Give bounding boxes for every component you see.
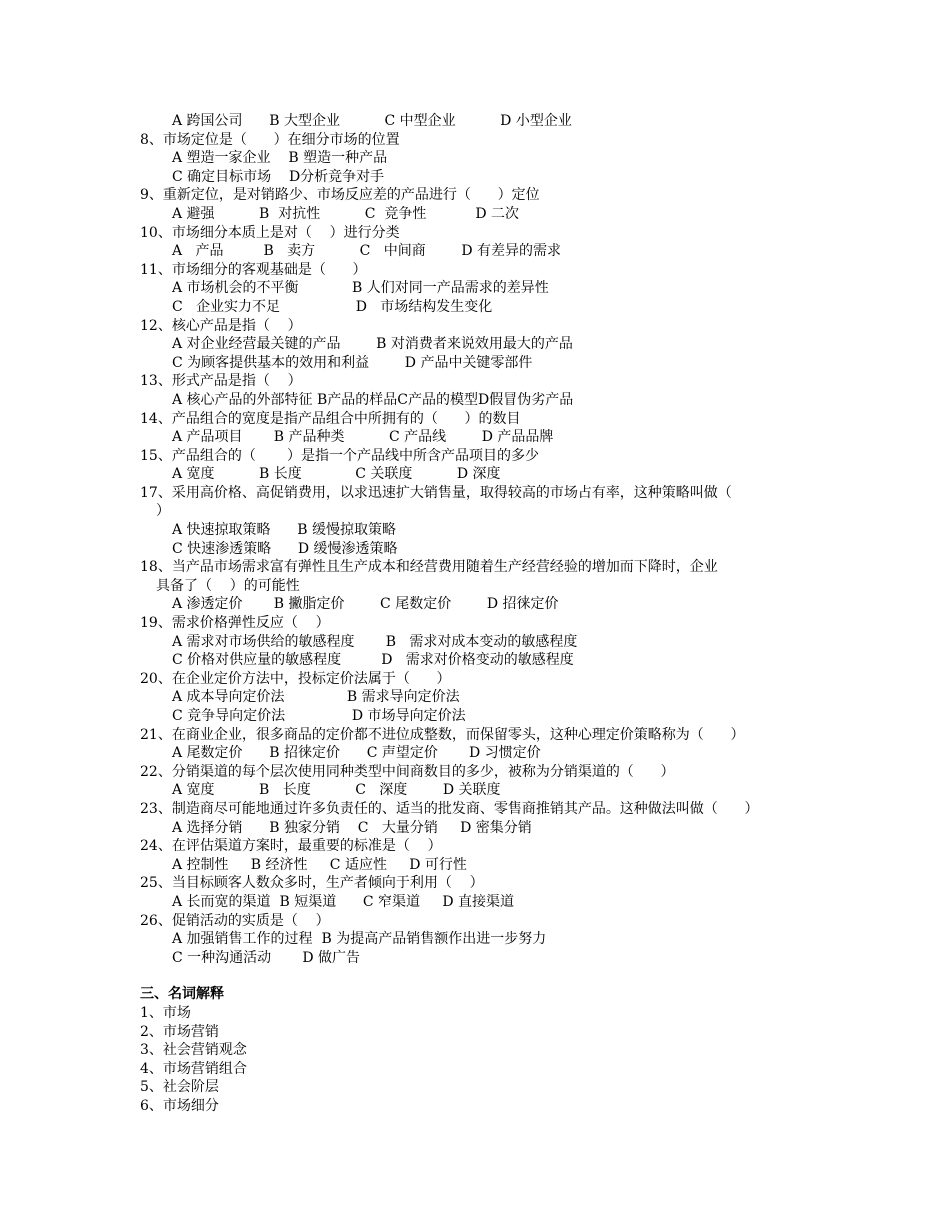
question-options: A 跨国公司 B 大型企业 C 中型企业 D 小型企业 bbox=[172, 113, 572, 129]
question-item bbox=[0, 800, 950, 837]
question-options: A 宽度 B 长度 C 深度 D 关联度 bbox=[172, 782, 501, 799]
question-options: C 价格对供应量的敏感程度 D 需求对价格变动的敏感程度 bbox=[172, 652, 574, 669]
question-item bbox=[0, 763, 950, 800]
question-options: A 选择分销 B 独家分销 C 大量分销 D 密集分销 bbox=[172, 819, 532, 836]
question-stem: 21、在商业企业，很多商品的定价都不进位成整数，而保留零头，这种心理定价策略称为（ ） bbox=[140, 726, 745, 743]
question-options: A 需求对市场供给的敏感程度 B 需求对成本变动的敏感程度 bbox=[172, 633, 578, 650]
question-item bbox=[0, 224, 950, 261]
question-stem: 12、核心产品是指（ ） bbox=[140, 317, 302, 334]
term-item: 6、市场细分 bbox=[140, 1097, 219, 1114]
question-item bbox=[0, 837, 950, 874]
question-stem-continued: 具备了（ ）的可能性 bbox=[156, 577, 300, 594]
section-heading: 三、名词解释 bbox=[140, 986, 224, 1003]
question-item bbox=[0, 317, 950, 373]
question-stem: 25、当目标顾客人数众多时，生产者倾向于利用（ ） bbox=[140, 875, 484, 892]
question-stem: 18、当产品市场需求富有弹性且生产成本和经营费用随着生产经营经验的增加而下降时，企业 bbox=[140, 559, 718, 576]
question-options: A 宽度 B 长度 C 关联度 D 深度 bbox=[172, 466, 501, 483]
question-options: A 成本导向定价法 B 需求导向定价法 bbox=[172, 689, 460, 706]
question-item bbox=[0, 131, 950, 187]
question-options: A 塑造一家企业 B 塑造一种产品 bbox=[172, 150, 388, 167]
question-stem: 15、产品组合的（ ）是指一个产品线中所含产品项目的多少 bbox=[140, 447, 539, 464]
question-item bbox=[0, 447, 950, 484]
question-stem-continued: ） bbox=[156, 503, 170, 520]
question-stem: 26、促销活动的实质是（ ） bbox=[140, 912, 330, 929]
question-options: A 控制性 B 经济性 C 适应性 D 可行性 bbox=[172, 856, 467, 873]
section-gap bbox=[0, 967, 950, 985]
question-item bbox=[0, 614, 950, 670]
question-options: A 快速掠取策略 B 缓慢掠取策略 bbox=[172, 522, 396, 539]
question-options: C 快速渗透策略 D 缓慢渗透策略 bbox=[172, 540, 398, 557]
term-item: 1、市场 bbox=[140, 1004, 191, 1021]
document-page bbox=[0, 112, 950, 1115]
question-options: A 核心产品的外部特征 B产品的样品C产品的模型D假冒伪劣产品 bbox=[172, 391, 574, 408]
question-item bbox=[0, 912, 950, 968]
question-options: A 尾数定价 B 招徕定价 C 声望定价 D 习惯定价 bbox=[172, 745, 541, 762]
question-item bbox=[0, 670, 950, 726]
question-options: C 竞争导向定价法 D 市场导向定价法 bbox=[172, 708, 466, 724]
question-options: A 市场机会的不平衡 B 人们对同一产品需求的差异性 bbox=[172, 280, 549, 297]
question-options: A 避强 B 对抗性 C 竞争性 D 二次 bbox=[172, 205, 519, 222]
question-item bbox=[0, 874, 950, 911]
question-item bbox=[0, 372, 950, 409]
question-item bbox=[0, 410, 950, 447]
question-options: C 为顾客提供基本的效用和利益 D 产品中关键零部件 bbox=[172, 354, 533, 371]
question-stem: 11、市场细分的客观基础是（ ） bbox=[140, 261, 367, 278]
question-stem: 23、制造商尽可能地通过许多负责任的、适当的批发商、零售商推销其产品。这种做法叫做（ ） bbox=[140, 800, 759, 817]
question-stem: 9、重新定位，是对销路少、市场反应差的产品进行（ ）定位 bbox=[140, 187, 540, 204]
question-options: A 加强销售工作的过程 B 为提高产品销售额作出进一步努力 bbox=[172, 931, 547, 948]
question-stem: 20、在企业定价方法中，投标定价法属于（ ） bbox=[140, 670, 451, 687]
question-options: A 产品项目 B 产品种类 C 产品线 D 产品品牌 bbox=[172, 429, 554, 446]
question-item bbox=[0, 484, 950, 558]
question-item bbox=[0, 558, 950, 614]
question-stem: 8、市场定位是（ ）在细分市场的位置 bbox=[140, 131, 400, 148]
term-item: 3、社会营销观念 bbox=[140, 1042, 247, 1059]
term-item: 4、市场营销组合 bbox=[140, 1060, 247, 1077]
question-list bbox=[0, 131, 950, 968]
question-stem: 24、在评估渠道方案时，最重要的标准是（ ） bbox=[140, 838, 442, 855]
question-item bbox=[0, 186, 950, 223]
question-stem: 10、市场细分本质上是对（ ）进行分类 bbox=[140, 224, 400, 241]
question-stem: 13、形式产品是指（ ） bbox=[140, 373, 302, 390]
question-options: C 企业实力不足 D 市场结构发生变化 bbox=[172, 298, 493, 315]
question-stem: 17、采用高价格、高促销费用，以求迅速扩大销售量，取得较高的市场占有率，这种策略叫做（ bbox=[140, 484, 732, 501]
question-stem: 19、需求价格弹性反应（ ） bbox=[140, 615, 330, 632]
question-options: A 对企业经营最关键的产品 B 对消费者来说效用最大的产品 bbox=[172, 336, 573, 353]
question-item bbox=[0, 726, 950, 763]
question-options: A 长而宽的渠道 B 短渠道 C 窄渠道 D 直接渠道 bbox=[172, 893, 514, 910]
question-options: C 确定目标市场 D分析竞争对手 bbox=[172, 168, 385, 185]
question-options: A 产品 B 卖方 C 中间商 D 有差异的需求 bbox=[172, 243, 561, 260]
question-options: A 渗透定价 B 撇脂定价 C 尾数定价 D 招徕定价 bbox=[172, 596, 559, 613]
term-list bbox=[0, 1004, 950, 1116]
term-item: 5、社会阶层 bbox=[140, 1079, 219, 1096]
question-options: C 一种沟通活动 D 做广告 bbox=[172, 949, 360, 966]
question-stem: 22、分销渠道的每个层次使用同种类型中间商数目的多少，被称为分销渠道的（ ） bbox=[140, 763, 675, 780]
question-item bbox=[0, 261, 950, 317]
term-item: 2、市场营销 bbox=[140, 1023, 219, 1040]
question-stem: 14、产品组合的宽度是指产品组合中所拥有的（ ）的数目 bbox=[140, 410, 521, 427]
